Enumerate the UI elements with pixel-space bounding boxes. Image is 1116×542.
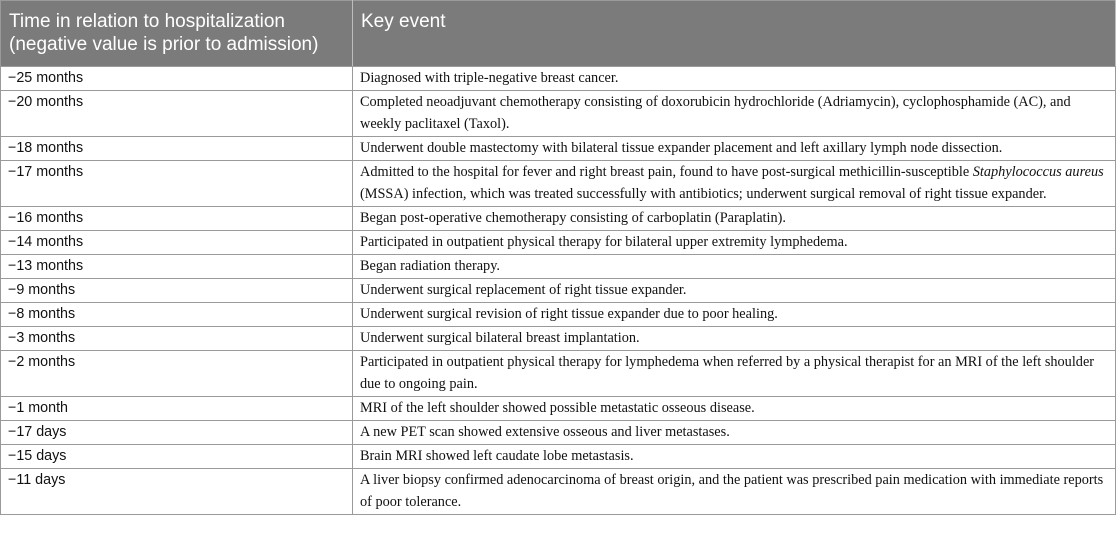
time-cell: −16 months [1,207,353,231]
event-cell: Began radiation therapy. [353,255,1116,279]
event-cell: Underwent surgical revision of right tissue expander due to poor healing. [353,303,1116,327]
event-text: Admitted to the hospital for fever and right breast pain, found to have post-surgical methicillin-susceptible [360,164,973,180]
event-text: (MSSA) infection, which was treated successfully with antibiotics; underwent surgical removal of right tissue expander. [360,186,1047,202]
table-row [1,161,1116,207]
time-cell: −20 months [1,91,353,137]
table-row [1,207,1116,231]
table-row [1,279,1116,303]
event-cell: A new PET scan showed extensive osseous and liver metastases. [353,421,1116,445]
table-row [1,137,1116,161]
table-row [1,255,1116,279]
table-row [1,303,1116,327]
table-row [1,421,1116,445]
table-row [1,351,1116,397]
time-cell: −8 months [1,303,353,327]
time-cell: −11 days [1,469,353,515]
time-cell: −17 months [1,161,353,207]
time-cell: −2 months [1,351,353,397]
event-cell: Participated in outpatient physical therapy for bilateral upper extremity lymphedema. [353,231,1116,255]
event-cell: Underwent double mastectomy with bilateral tissue expander placement and left axillary lymph node dissection. [353,137,1116,161]
event-cell: Brain MRI showed left caudate lobe metastasis. [353,445,1116,469]
table-row [1,67,1116,91]
event-cell: Diagnosed with triple-negative breast cancer. [353,67,1116,91]
time-cell: −15 days [1,445,353,469]
time-cell: −14 months [1,231,353,255]
event-cell: Completed neoadjuvant chemotherapy consisting of doxorubicin hydrochloride (Adriamycin), cyclophosphamide (AC), and weekly paclitaxel (Taxol). [353,91,1116,137]
event-cell: Underwent surgical replacement of right tissue expander. [353,279,1116,303]
time-cell: −9 months [1,279,353,303]
event-cell: Began post-operative chemotherapy consisting of carboplatin (Paraplatin). [353,207,1116,231]
event-cell [353,161,1116,207]
event-cell: A liver biopsy confirmed adenocarcinoma of breast origin, and the patient was prescribed pain medication with immediate reports of poor tolerance. [353,469,1116,515]
time-cell: −25 months [1,67,353,91]
table-row [1,397,1116,421]
table-row [1,327,1116,351]
time-cell: −17 days [1,421,353,445]
time-cell: −1 month [1,397,353,421]
time-cell: −3 months [1,327,353,351]
event-cell: Participated in outpatient physical therapy for lymphedema when referred by a physical therapist for an MRI of the left shoulder due to ongoing pain. [353,351,1116,397]
time-cell: −13 months [1,255,353,279]
header-time: Time in relation to hospitalization (negative value is prior to admission) [1,1,353,67]
table-row [1,91,1116,137]
header-row [1,1,1116,67]
table-row [1,445,1116,469]
event-cell: MRI of the left shoulder showed possible metastatic osseous disease. [353,397,1116,421]
table-row [1,469,1116,515]
organism-name: Staphylococcus aureus [972,164,1104,180]
header-key-event: Key event [353,1,1116,67]
table-row [1,231,1116,255]
event-cell: Underwent surgical bilateral breast implantation. [353,327,1116,351]
time-cell: −18 months [1,137,353,161]
